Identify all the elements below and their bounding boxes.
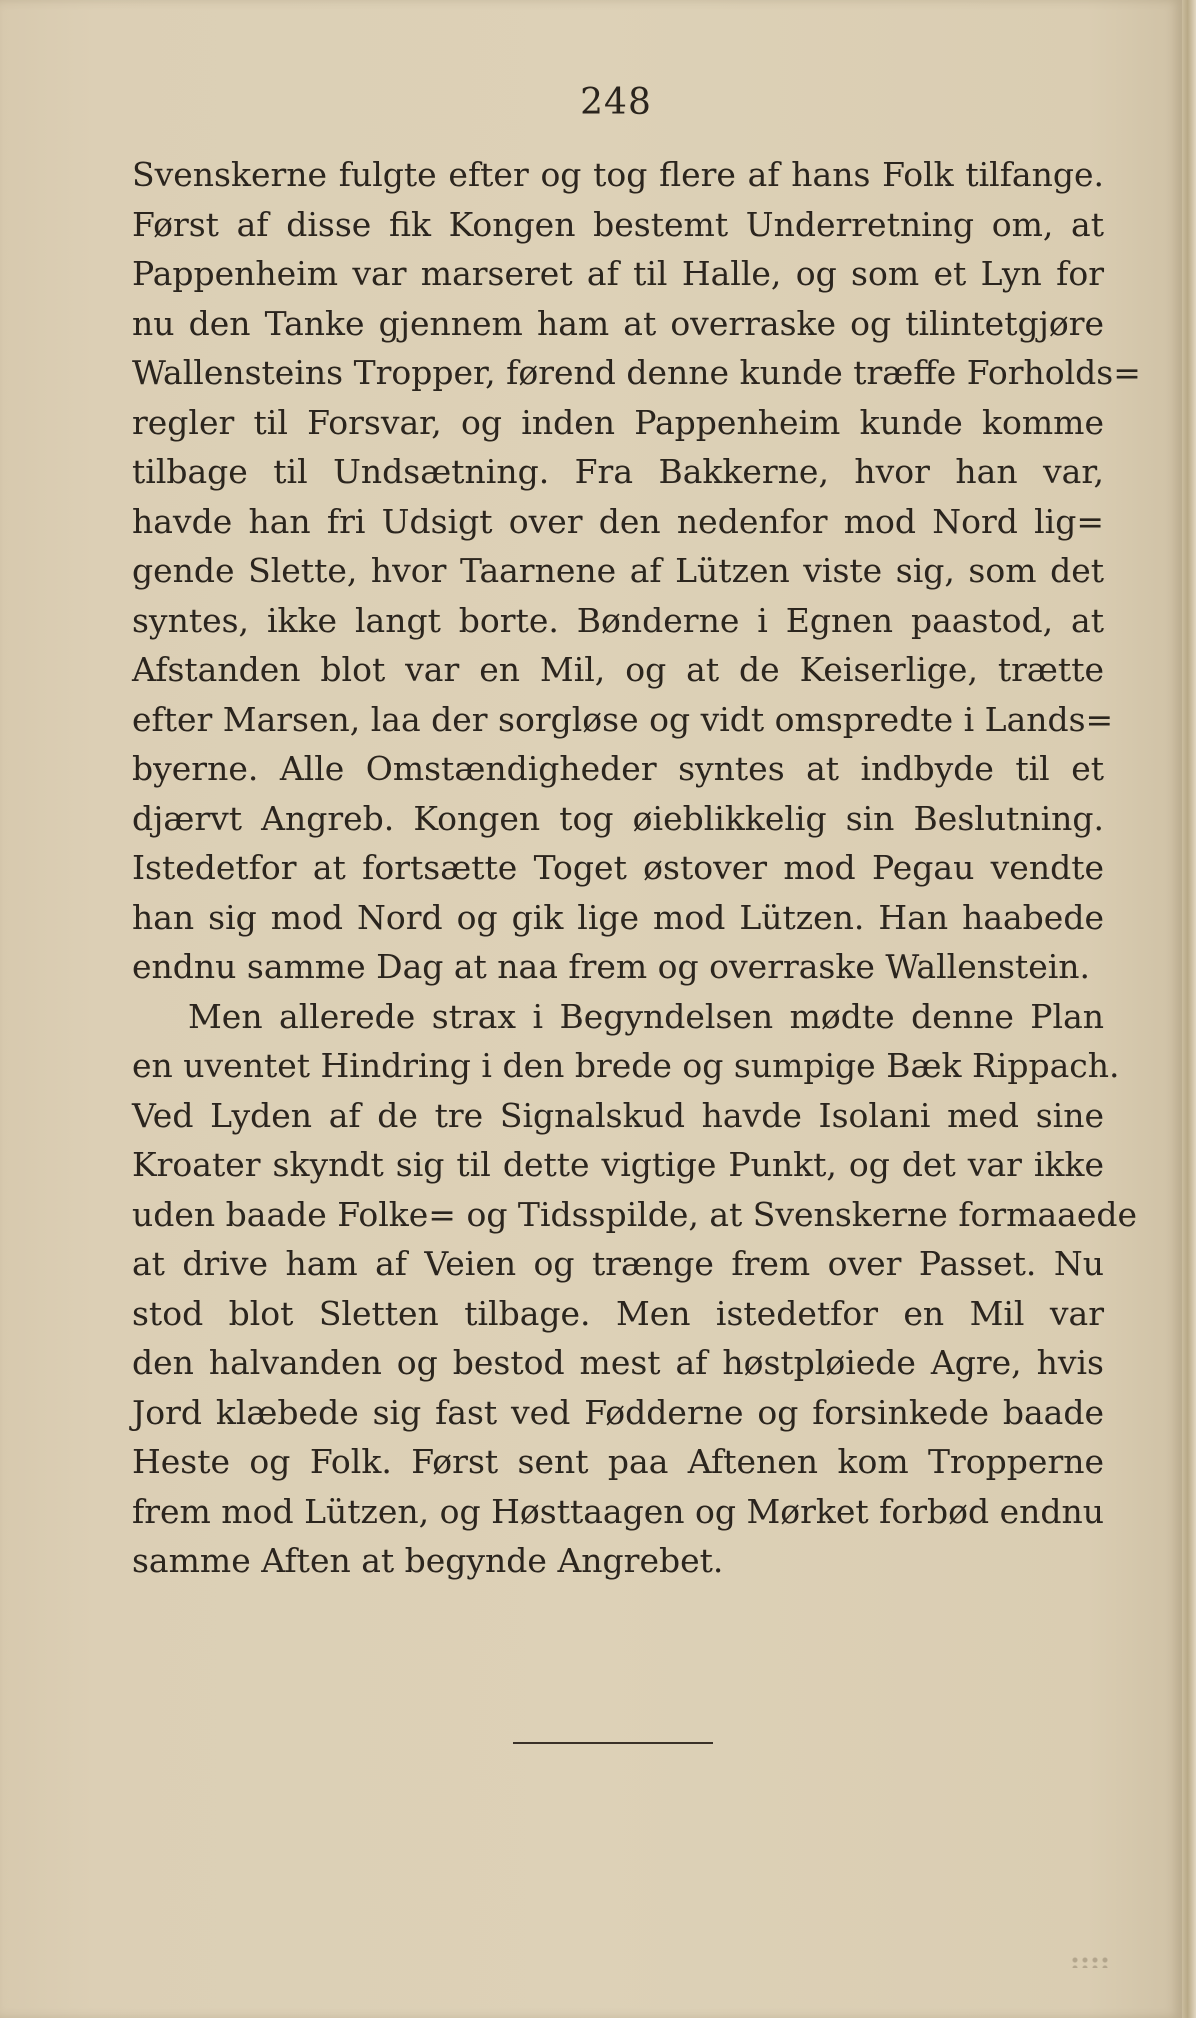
text-line: gende Slette, hvor Taarnene af Lützen viste sig, som det — [132, 551, 1104, 590]
text-line: havde han fri Udsigt over den nedenfor mod Nord lig= — [132, 501, 1104, 541]
text-line: en uventet Hindring i den brede og sumpige Bæk Rippach. — [132, 1046, 1120, 1085]
text-line: han sig mod Nord og gik lige mod Lützen. Han haabede — [132, 897, 1104, 937]
text-line: syntes, ikke langt borte. Bønderne i Egnen paastod, at — [132, 600, 1104, 640]
page-edge — [1182, 0, 1196, 2018]
text-line: Ved Lyden af de tre Signalskud havde Isolani med sine — [132, 1095, 1104, 1135]
body-text — [132, 150, 1141, 1586]
text-line: nu den Tanke gjennem ham at overraske og tilintetgjøre — [132, 303, 1104, 343]
text-line: Wallensteins Tropper, førend denne kunde træffe Forholds= — [132, 353, 1141, 392]
text-line: djærvt Angreb. Kongen tog øieblikkelig sin Beslutning. — [132, 798, 1104, 838]
text-line: stod blot Sletten tilbage. Men istedetfor en Mil var — [132, 1293, 1104, 1333]
text-line: efter Marsen, laa der sorgløse og vidt omspredte i Lands= — [132, 699, 1114, 739]
page-number: 248 — [580, 82, 652, 123]
text-line: Istedetfor at fortsætte Toget østover mod Pegau vendte — [132, 848, 1104, 887]
text-line: Svenskerne fulgte efter og tog flere af hans Folk tilfange. — [132, 155, 1104, 194]
text-line: byerne. Alle Omstændigheder syntes at indbyde til et — [132, 749, 1104, 788]
text-line: Afstanden blot var en Mil, og at de Keiserlige, trætte — [132, 650, 1104, 689]
text-line: Først af disse fik Kongen bestemt Underretning om, at — [132, 204, 1104, 244]
text-line: Jord klæbede sig fast ved Fødderne og forsinkede baade — [132, 1392, 1104, 1432]
text-line: uden baade Folke= og Tidsspilde, at Svenskerne formaaede — [132, 1194, 1138, 1234]
text-line: Men allerede strax i Begyndelsen mødte denne Plan — [188, 996, 1104, 1036]
text-line: den halvanden og bestod mest af høstpløiede Agre, hvis — [132, 1343, 1104, 1382]
text-line: at drive ham af Veien og trænge frem over Passet. Nu — [132, 1244, 1104, 1283]
text-line: Heste og Folk. Først sent paa Aftenen kom Tropperne — [132, 1442, 1104, 1481]
text-line: endnu samme Dag at naa frem og overraske Wallenstein. — [132, 947, 1091, 986]
text-line: frem mod Lützen, og Høsttaagen og Mørket forbød endnu — [132, 1491, 1105, 1531]
paper-speck — [1070, 1956, 1112, 1968]
text-line: samme Aften at begynde Angrebet. — [132, 1541, 724, 1580]
text-line: regler til Forsvar, og inden Pappenheim kunde komme — [132, 402, 1104, 442]
text-line: tilbage til Undsætning. Fra Bakkerne, hvor han var, — [132, 452, 1104, 491]
text-line: Pappenheim var marseret af til Halle, og som et Lyn for — [132, 254, 1104, 293]
chapter-end-rule — [513, 1742, 713, 1744]
text-line: Kroater skyndt sig til dette vigtige Punkt, og det var ikke — [132, 1145, 1104, 1184]
